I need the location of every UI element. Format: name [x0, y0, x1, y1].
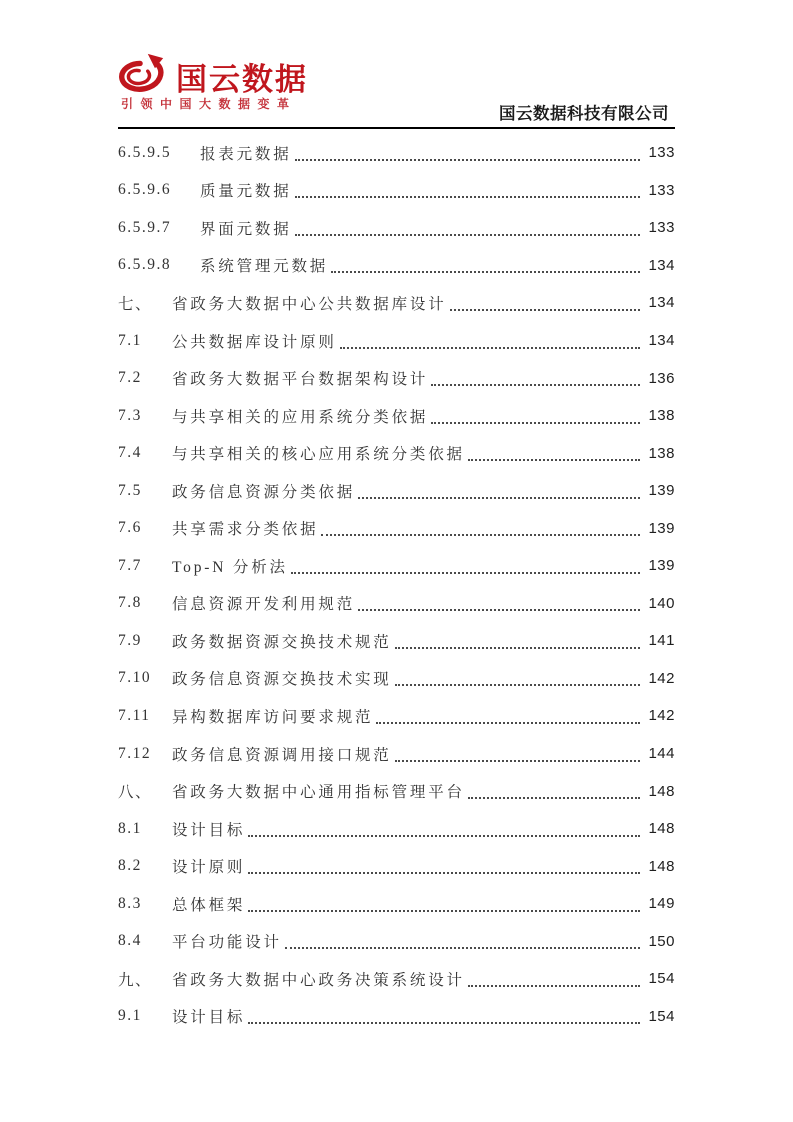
- toc-list: [118, 134, 675, 1035]
- toc-leader-dots: [295, 145, 640, 161]
- toc-entry-number: 8.4: [118, 932, 142, 950]
- toc-entry[interactable]: [118, 622, 675, 660]
- toc-entry[interactable]: [118, 472, 675, 510]
- toc-leader-dots: [295, 220, 640, 236]
- toc-entry-title: 与共享相关的核心应用系统分类依据: [172, 446, 465, 464]
- toc-entry[interactable]: [118, 998, 675, 1036]
- toc-leader-dots: [291, 558, 640, 574]
- toc-entry-title: 设计目标: [172, 821, 246, 839]
- toc-entry-number: 7.3: [118, 406, 142, 424]
- toc-leader-dots: [376, 708, 640, 724]
- toc-entry-title: 政务数据资源交换技术规范: [172, 633, 392, 651]
- toc-entry-number: 7.11: [118, 706, 151, 724]
- toc-entry-page: 139: [648, 482, 675, 500]
- toc-entry-number: 6.5.9.6: [118, 181, 172, 199]
- brand-swirl-icon: [116, 50, 168, 100]
- header-rule: [118, 127, 675, 129]
- toc-entry-number: 7.7: [118, 556, 142, 574]
- toc-entry-title: 公共数据库设计原则: [172, 333, 337, 351]
- toc-leader-dots: [285, 933, 640, 949]
- toc-entry[interactable]: [118, 585, 675, 623]
- toc-leader-dots: [431, 370, 640, 386]
- toc-entry-page: 142: [648, 669, 675, 687]
- toc-leader-dots: [358, 483, 640, 499]
- toc-entry[interactable]: [118, 172, 675, 210]
- toc-entry-title: 省政务大数据平台数据架构设计: [172, 371, 429, 389]
- toc-entry-title: 平台功能设计: [172, 934, 282, 952]
- toc-entry-title: 政务信息资源分类依据: [172, 483, 356, 501]
- toc-entry-page: 138: [648, 444, 675, 462]
- toc-leader-dots: [468, 783, 640, 799]
- toc-entry-page: 133: [648, 219, 675, 237]
- company-name: 国云数据科技有限公司: [499, 105, 669, 123]
- toc-entry[interactable]: [118, 359, 675, 397]
- toc-entry[interactable]: [118, 772, 675, 810]
- toc-entry-page: 133: [648, 181, 675, 199]
- toc-entry-title: 设计原则: [172, 859, 246, 877]
- brand-tagline: 引领中国大数据变革: [121, 97, 297, 111]
- toc-entry-number: 7.1: [118, 331, 142, 349]
- toc-entry-number: 7.4: [118, 444, 142, 462]
- toc-leader-dots: [295, 182, 640, 198]
- toc-entry[interactable]: [118, 209, 675, 247]
- toc-leader-dots: [331, 257, 640, 273]
- toc-leader-dots: [468, 445, 640, 461]
- toc-entry-page: 148: [648, 820, 675, 838]
- toc-entry-number: 6.5.9.8: [118, 256, 172, 274]
- toc-entry-page: 148: [648, 782, 675, 800]
- toc-entry-page: 138: [648, 407, 675, 425]
- toc-entry-number: 6.5.9.5: [118, 143, 172, 161]
- toc-entry-title: 质量元数据: [200, 183, 292, 201]
- toc-entry-number: 七、: [118, 295, 153, 313]
- toc-entry-number: 九、: [118, 971, 153, 989]
- toc-entry[interactable]: [118, 397, 675, 435]
- toc-entry-number: 7.5: [118, 481, 142, 499]
- toc-entry-number: 7.10: [118, 669, 152, 687]
- toc-entry[interactable]: [118, 134, 675, 172]
- toc-entry-page: 150: [648, 932, 675, 950]
- toc-entry-title: 政务信息资源调用接口规范: [172, 746, 392, 764]
- toc-entry-number: 8.3: [118, 894, 142, 912]
- toc-entry-page: 133: [648, 144, 675, 162]
- toc-entry-page: 134: [648, 294, 675, 312]
- toc-entry-title: 政务信息资源交换技术实现: [172, 671, 392, 689]
- toc-entry-number: 7.12: [118, 744, 152, 762]
- toc-entry-number: 9.1: [118, 1007, 142, 1025]
- toc-entry-number: 7.2: [118, 369, 142, 387]
- toc-entry[interactable]: [118, 284, 675, 322]
- toc-entry-page: 139: [648, 519, 675, 537]
- toc-leader-dots: [248, 896, 640, 912]
- toc-entry[interactable]: [118, 847, 675, 885]
- toc-entry[interactable]: [118, 885, 675, 923]
- toc-entry-number: 八、: [118, 784, 153, 802]
- toc-entry-title: 信息资源开发利用规范: [172, 596, 356, 614]
- toc-entry-title: Top-N 分析法: [172, 558, 288, 576]
- toc-leader-dots: [321, 520, 640, 536]
- toc-entry-page: 154: [648, 1007, 675, 1025]
- toc-entry-page: 139: [648, 557, 675, 575]
- toc-entry[interactable]: [118, 509, 675, 547]
- toc-entry[interactable]: [118, 697, 675, 735]
- toc-leader-dots: [248, 1008, 640, 1024]
- toc-entry-page: 154: [648, 970, 675, 988]
- toc-leader-dots: [248, 858, 640, 874]
- toc-entry[interactable]: [118, 434, 675, 472]
- toc-entry-number: 7.9: [118, 631, 142, 649]
- toc-entry-title: 总体框架: [172, 896, 246, 914]
- toc-entry-number: 7.8: [118, 594, 142, 612]
- toc-entry[interactable]: [118, 247, 675, 285]
- toc-leader-dots: [358, 595, 640, 611]
- toc-entry-number: 8.2: [118, 857, 142, 875]
- toc-leader-dots: [431, 408, 640, 424]
- toc-leader-dots: [395, 670, 640, 686]
- toc-leader-dots: [450, 295, 640, 311]
- toc-entry-title: 省政务大数据中心通用指标管理平台: [172, 784, 465, 802]
- toc-entry-number: 7.6: [118, 519, 142, 537]
- toc-leader-dots: [340, 333, 640, 349]
- toc-entry-title: 共享需求分类依据: [172, 521, 319, 539]
- toc-entry[interactable]: [118, 322, 675, 360]
- toc-entry-page: 141: [648, 632, 675, 650]
- toc-entry-title: 界面元数据: [200, 220, 292, 238]
- toc-entry-page: 148: [648, 857, 675, 875]
- toc-entry-title: 报表元数据: [200, 145, 292, 163]
- toc-entry-page: 149: [648, 895, 675, 913]
- toc-leader-dots: [468, 971, 640, 987]
- toc-entry-page: 140: [648, 594, 675, 612]
- toc-entry[interactable]: [118, 922, 675, 960]
- toc-entry-title: 与共享相关的应用系统分类依据: [172, 408, 429, 426]
- toc-entry-title: 省政务大数据中心公共数据库设计: [172, 295, 447, 313]
- toc-entry-number: 8.1: [118, 819, 142, 837]
- toc-entry[interactable]: [118, 810, 675, 848]
- toc-entry[interactable]: [118, 660, 675, 698]
- toc-leader-dots: [395, 633, 640, 649]
- toc-leader-dots: [395, 746, 640, 762]
- toc-entry-page: 144: [648, 745, 675, 763]
- toc-entry-title: 系统管理元数据: [200, 258, 329, 276]
- toc-entry-page: 136: [648, 369, 675, 387]
- toc-entry-title: 异构数据库访问要求规范: [172, 708, 374, 726]
- toc-entry[interactable]: [118, 735, 675, 773]
- toc-entry[interactable]: [118, 960, 675, 998]
- toc-entry-page: 142: [648, 707, 675, 725]
- toc-leader-dots: [248, 821, 640, 837]
- toc-entry-page: 134: [648, 332, 675, 349]
- brand-name: 国云数据: [176, 62, 308, 97]
- toc-entry-number: 6.5.9.7: [118, 218, 172, 236]
- toc-entry-page: 134: [648, 256, 675, 274]
- toc-entry-title: 省政务大数据中心政务决策系统设计: [172, 971, 465, 989]
- toc-entry[interactable]: [118, 547, 675, 585]
- toc-entry-title: 设计目标: [172, 1009, 246, 1027]
